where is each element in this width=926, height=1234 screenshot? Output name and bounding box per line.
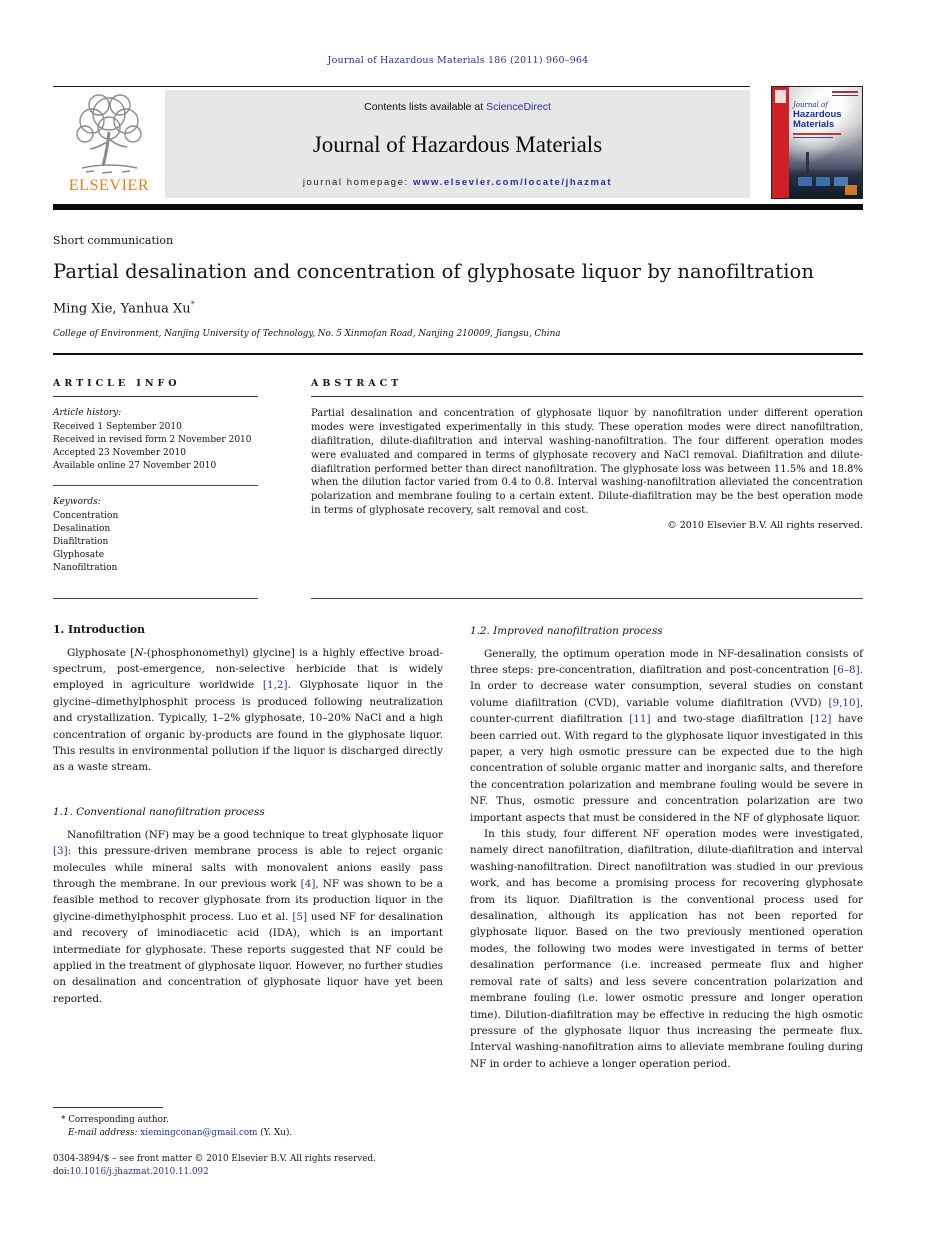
- article-history-list: [53, 421, 258, 474]
- elsevier-tree-logo: [70, 92, 148, 176]
- history-item: Accepted 23 November 2010: [53, 447, 186, 458]
- cover-elsevier-mark-icon: [775, 90, 786, 103]
- doi-link[interactable]: 10.1016/j.jhazmat.2010.11.092: [69, 1166, 209, 1177]
- cover-title-line2: Hazardous: [793, 108, 842, 120]
- running-head-citation: Journal of Hazardous Materials 186 (2011) 960–964: [327, 55, 589, 66]
- cover-subline2-decoration: [793, 137, 833, 139]
- s12-paragraph-2: In this study, four different NF operation modes were investigated, namely direct nanofiltration, diafiltration, dilute-diafiltration and interval washing-nanofiltration. Direct nanofiltration was studied in our previous work, and has become a promising process for recovering glyphosate from its liquor. Diafiltration is the conventional process used for desalination, although its application has not been reported for glyphosate liquor. Based on the two previously mentioned operation modes, the following two modes were investigated in terms of better desalination performance (i.e. increased permeate flux and higher removal rate of salts) and less severe concentration polarization and membrane fouling (i.e. lower osmotic pressure and longer operation time). Dilution-diafiltration may be effective in reducing the high osmotic pressure of the glyphosate liquor thus increasing the permeate flux. Interval washing-nanofiltration aims to alleviate membrane fouling during NF in order to achieve a longer operation period.: [470, 828, 863, 1070]
- article-info-heading: ARTICLE INFO: [53, 378, 258, 397]
- citation-ref[interactable]: [4]: [300, 878, 316, 891]
- footnote-rule: [53, 1107, 163, 1108]
- abstract-text: Partial desalination and concentration of glyphosate liquor by nanofiltration under different operation modes were investigated experimentally in this study. These operation modes were direct nanofiltration, diafiltration, dilute-diafiltration and interval washing-nanofiltration. The four different operation modes were evaluated and compared in terms of glyphosate recovery and NaCl removal. Diafiltration and dilute-diafiltration performed better than direct nanofiltration. The glyphosate loss was between 11.5% and 18.8% when the dilution factor varied from 0.4 to 0.8. Interval washing-nanofiltration alleviated the concentration polarization and membrane fouling to a certain extent. Dilute-diafiltration may be the best operation mode in terms of glyphosate recovery, salt removal and cost.: [311, 408, 863, 516]
- article-type-label: Short communication: [53, 234, 174, 247]
- copyright-line: © 2010 Elsevier B.V. All rights reserved.: [667, 519, 863, 531]
- citation-ref[interactable]: [11]: [629, 713, 651, 726]
- s11-paragraph: Nanofiltration (NF) may be a good technique to treat glyphosate liquor [3]: this pressure-driven membrane process is able to reject organic molecules while mineral salts with monovalent anions easily pass through the membrane. In our previous work [4], NF was shown to be a feasible method to recover glyphosate from its production liquor in the glycine-dimethylphosphit process. Luo et al. [5] used NF for desalination and recovery of iminodiacetic acid (IDA), which is an important intermediate for glyphosate. These reports suggested that NF could be applied in the treatment of glyphosate liquor. However, no further studies on desalination and concentration of glyphosate liquor have yet been reported.: [53, 828, 444, 1005]
- article-history-label: Article history:: [53, 408, 122, 419]
- cover-crate-art: [845, 185, 857, 195]
- keywords-label: Keywords:: [53, 497, 101, 508]
- cover-machine-art: [798, 177, 812, 186]
- journal-banner: [53, 86, 863, 199]
- abstract-heading: ABSTRACT: [311, 378, 863, 397]
- corresponding-author-note: [53, 1114, 443, 1127]
- history-item: Received 1 September 2010: [53, 421, 182, 432]
- banner-main: [53, 86, 750, 198]
- keyword-item: Concentration: [53, 510, 119, 521]
- affiliation-line: College of Environment, Nanjing University of Technology, No. 5 Xinmofan Road, Nanjing 210009, Jiangsu, China: [53, 329, 561, 340]
- cover-title-line1: Journal of: [793, 101, 828, 109]
- cover-machine-art: [816, 177, 830, 186]
- footnote-block: [53, 1107, 443, 1178]
- cover-title-line3: Materials: [793, 119, 835, 131]
- email-link[interactable]: xiemingconan@gmail.com: [140, 1127, 258, 1138]
- homepage-line: [173, 177, 742, 188]
- email-line: [53, 1127, 443, 1140]
- body-columns: [53, 623, 863, 1179]
- email-label: E-mail address:: [68, 1127, 138, 1138]
- journal-cover-thumbnail[interactable]: [771, 86, 863, 199]
- abstract-column: [311, 355, 863, 598]
- citation-ref[interactable]: [3]: [53, 845, 68, 858]
- homepage-prefix: journal homepage:: [302, 177, 413, 188]
- paper-title: Partial desalination and concentration of glyphosate liquor by nanofiltration: [53, 260, 815, 283]
- cover-top-text-decoration: [832, 91, 858, 98]
- cover-red-band: [772, 87, 789, 198]
- journal-title: Journal of Hazardous Materials: [312, 132, 603, 157]
- cover-subline-decoration: [793, 133, 841, 135]
- article-info-column: [53, 355, 258, 598]
- elsevier-wordmark: ELSEVIER: [68, 177, 150, 194]
- right-column: [470, 623, 863, 1179]
- keyword-item: Nanofiltration: [53, 563, 118, 574]
- subsection-heading-1-1: 1.1. Conventional nanofiltration process: [53, 805, 265, 818]
- doi-line: [53, 1166, 443, 1179]
- contents-line: [173, 101, 742, 113]
- keyword-item: Glyphosate: [53, 550, 105, 561]
- keyword-item: Desalination: [53, 523, 111, 534]
- keywords-list: [53, 510, 258, 576]
- footnote-asterisk: *: [61, 1115, 66, 1126]
- corresponding-author-mark[interactable]: *: [190, 300, 195, 310]
- citation-ref[interactable]: [12]: [810, 713, 832, 726]
- citation-ref[interactable]: [6–8]: [833, 663, 860, 676]
- history-item: Received in revised form 2 November 2010: [53, 434, 252, 445]
- history-item: Available online 27 November 2010: [53, 461, 217, 472]
- citation-ref[interactable]: [9,10]: [828, 696, 860, 709]
- elsevier-logo[interactable]: [53, 90, 165, 198]
- homepage-url-link[interactable]: www.elsevier.com/locate/jhazmat: [412, 177, 613, 188]
- author-names: Ming Xie, Yanhua Xu: [53, 301, 191, 317]
- intro-paragraph: Glyphosate [N-(phosphonomethyl) glycine] is a highly effective broad-spectrum, post-emergence, non-selective herbicide that is widely employed in agriculture worldwide [1,2]. Glyphosate liquor in the glycine–dimethylphosphit process is produced following neutralization and crystallization. Typically, 1–2% glyphosate, 10–20% NaCl and a high concentration of organic by-products are found in the glyphosate liquor. This results in environmental pollution if the liquor is discharged directly as a waste stream.: [53, 646, 443, 774]
- s12-paragraph-1: Generally, the optimum operation mode in NF-desalination consists of three steps: pre-concentration, diafiltration and post-concentration [6–8]. In order to decrease water consumption, several studies on constant volume diafiltration (CVD), variable volume diafiltration (VVD) [9,10], counter-current diafiltration [11] and two-stage diafiltration [12] have been carried out. With regard to the glyphosate liquor investigated in this paper, a very high osmotic pressure can be expected due to the high concentration of soluble organic matter and inorganic salts, and therefore the concentration polarization and membrane fouling would be severe in NF. Thus, osmotic pressure and concentration polarization are two important aspects that must be considered in the NF of glyphosate liquor.: [470, 647, 863, 824]
- subsection-heading-1-2: 1.2. Improved nanofiltration process: [470, 624, 663, 637]
- issn-line: 0304-3894/$ – see front matter © 2010 Elsevier B.V. All rights reserved.: [53, 1154, 376, 1165]
- citation-ref[interactable]: [1,2]: [262, 679, 288, 692]
- info-inner-rule: [53, 485, 258, 486]
- contents-prefix: Contents lists available at: [364, 101, 487, 113]
- cover-title: [793, 102, 842, 138]
- keyword-item: Diafiltration: [53, 536, 109, 547]
- left-column: [53, 623, 443, 1179]
- citation-ref[interactable]: [5]: [292, 910, 308, 923]
- footnote-corresponding-text: Corresponding author.: [65, 1115, 169, 1126]
- email-suffix: (Y. Xu).: [257, 1127, 293, 1138]
- authors-line: [53, 300, 863, 316]
- section-heading-introduction: 1. Introduction: [53, 622, 145, 636]
- doi-label: doi:: [53, 1166, 70, 1177]
- sciencedirect-link[interactable]: ScienceDirect: [486, 101, 551, 113]
- header-divider-bar: [53, 204, 863, 210]
- info-abstract-section: [53, 355, 863, 598]
- banner-gray-box: [165, 90, 750, 198]
